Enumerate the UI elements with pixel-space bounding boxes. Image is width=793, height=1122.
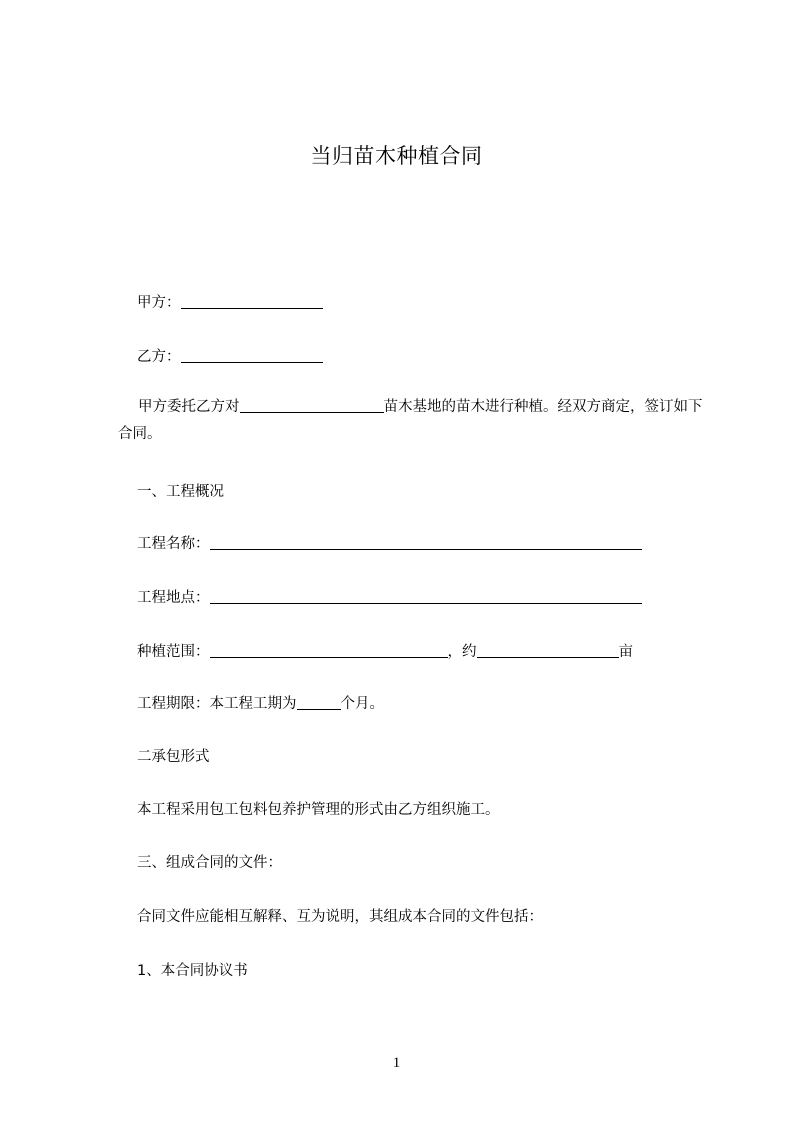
party-b-blank [181,348,323,363]
intro-text-start: 甲方委托乙方对 [138,399,240,415]
duration-line [137,692,384,713]
duration-text-start: 工程期限：本工程工期为 [137,696,297,712]
party-a-label: 甲方： [137,295,181,311]
section1-heading: 一、工程概况 [137,484,224,500]
planting-scope-mid: ，约 [447,644,477,660]
project-name-blank [210,535,642,550]
party-a-blank [181,294,323,309]
list-item-1: 1、本合同协议书 [137,963,248,979]
section3-heading: 三、组成合同的文件： [137,855,282,871]
intro-text-end: 苗木基地的苗木进行种植。经双方商定，签订如下合同。 [118,399,703,442]
intro-paragraph [118,394,708,448]
document-title: 当归苗木种植合同 [310,144,483,168]
duration-text-end: 个月。 [340,696,384,712]
planting-scope-label: 种植范围： [137,644,210,660]
duration-blank [297,695,341,710]
page-number: 1 [392,1055,401,1071]
section2-text: 本工程采用包工包料包养护管理的形式由乙方组织施工。 [137,802,500,818]
base-name-blank [240,398,384,413]
planting-scope-unit: 亩 [618,644,633,660]
party-b-label: 乙方： [137,349,181,365]
project-location-label: 工程地点： [137,590,210,606]
section2-heading: 二承包形式 [137,749,210,765]
party-b-line [137,345,323,366]
project-location-blank [210,589,642,604]
planting-scope-blank [210,643,448,658]
party-a-line [137,291,323,312]
planting-scope-line [137,640,633,661]
project-name-line [137,532,642,553]
section3-text: 合同文件应能相互解释、互为说明，其组成本合同的文件包括： [137,909,543,925]
project-name-label: 工程名称： [137,536,210,552]
area-blank [477,643,619,658]
project-location-line [137,586,642,607]
